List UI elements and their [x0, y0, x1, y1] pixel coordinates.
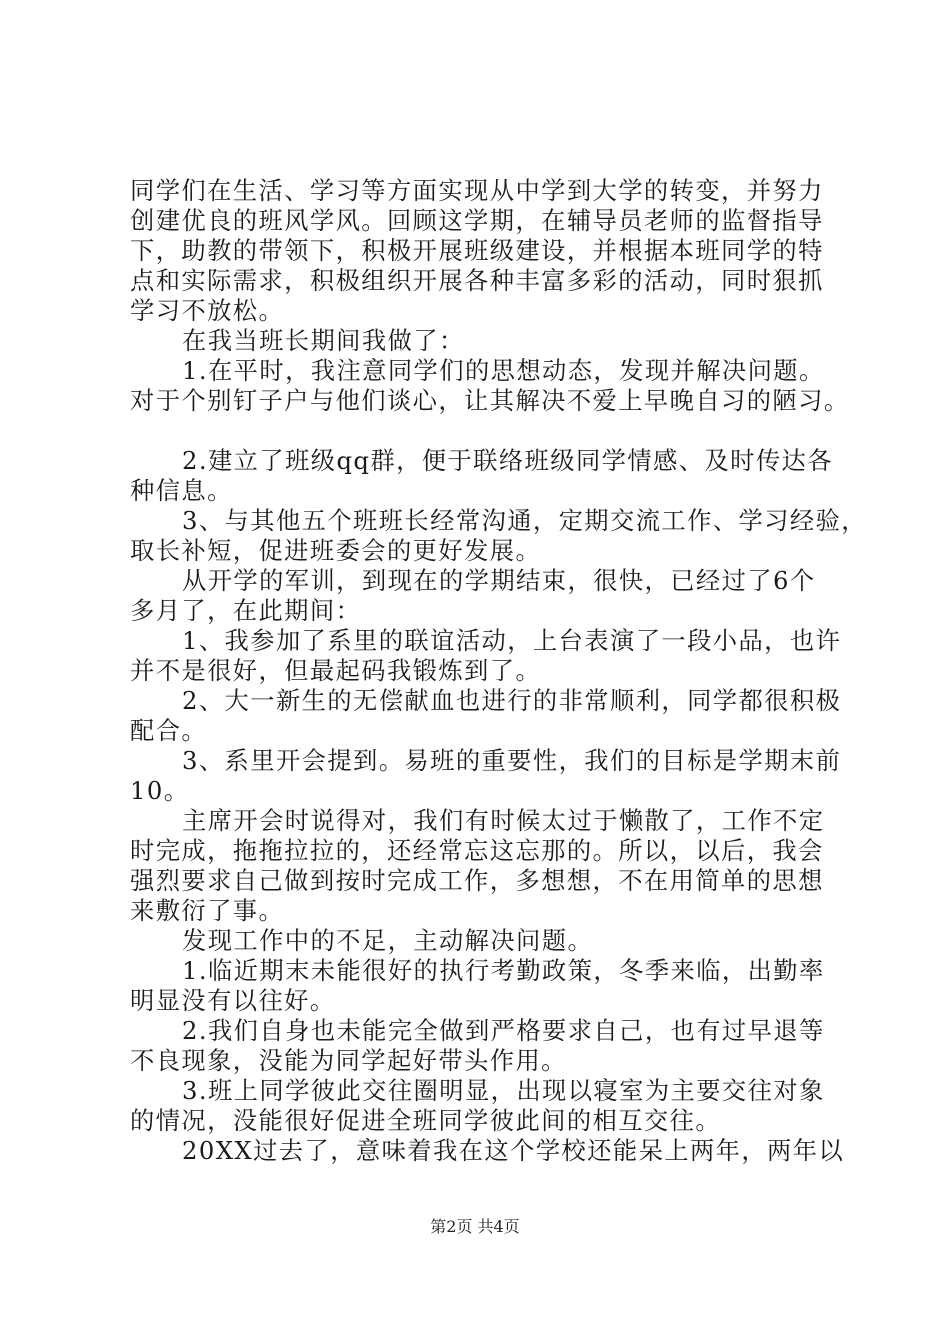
body-text-line: 时完成，拖拖拉拉的，还经常忘这忘那的。所以，以后，我会 [130, 836, 824, 865]
body-text-line: 点和实际需求，积极组织开展各种丰富多彩的活动，同时狠抓 [130, 266, 824, 295]
body-text-line: 1.临近期末未能很好的执行考勤政策，冬季来临，出勤率 [182, 956, 825, 985]
paragraph-spacer [130, 416, 830, 446]
body-text-line: 强烈要求自己做到按时完成工作，多想想，不在用简单的思想 [130, 866, 824, 895]
body-text-line: 3.班上同学彼此交往圈明显，出现以寝室为主要交往对象 [182, 1076, 825, 1105]
body-text-line: 下，助教的带领下，积极开展班级建设，并根据本班同学的特 [130, 236, 824, 265]
body-text-line: 创建优良的班风学风。回顾这学期，在辅导员老师的监督指导 [130, 206, 824, 235]
body-text-line: 配合。 [130, 716, 208, 745]
body-text-line: 多月了，在此期间： [130, 596, 362, 625]
document-body [130, 176, 867, 1166]
body-text-line: 取长补短，促进班委会的更好发展。 [130, 536, 542, 565]
body-text-line: 从开学的军训，到现在的学期结束，很快，已经过了6个 [182, 566, 816, 595]
body-text-line: 1.在平时，我注意同学们的思想动态，发现并解决问题。 [182, 356, 825, 385]
body-text-line: 10。 [130, 776, 190, 805]
body-text-line: 1、我参加了系里的联谊活动，上台表演了一段小品，也许 [182, 626, 842, 655]
body-text-line: 的情况，没能很好促进全班同学彼此间的相互交往。 [130, 1106, 722, 1135]
body-text-line: 2.我们自身也未能完全做到严格要求自己，也有过早退等 [182, 1016, 825, 1045]
body-text-line: 20XX过去了，意味着我在这个学校还能呆上两年，两年以 [182, 1136, 845, 1165]
body-text-line: 明显没有以往好。 [130, 986, 336, 1015]
body-text-line: 学习不放松。 [130, 296, 285, 325]
body-text-line: 并不是很好，但最起码我锻炼到了。 [130, 656, 542, 685]
body-text-line: 3、与其他五个班班长经常沟通，定期交流工作、学习经验， [182, 506, 867, 535]
body-text-line: 对于个别钉子户与他们谈心，让其解决不爱上早晚自习的陋习。 [130, 386, 850, 415]
body-text-line: 3、系里开会提到。易班的重要性，我们的目标是学期末前 [182, 746, 842, 775]
body-text-line: 在我当班长期间我做了： [182, 326, 465, 355]
body-text-line: 发现工作中的不足，主动解决问题。 [182, 926, 594, 955]
body-text-line: 同学们在生活、学习等方面实现从中学到大学的转变，并努力 [130, 176, 824, 205]
body-text-line: 不良现象，没能为同学起好带头作用。 [130, 1046, 567, 1075]
body-text-line: 主席开会时说得对，我们有时候太过于懒散了，工作不定 [182, 806, 825, 835]
page-number-footer: 第2页 共4页 [430, 1217, 520, 1236]
body-text-line: 2、大一新生的无偿献血也进行的非常顺利，同学都很积极 [182, 686, 842, 715]
body-text-line: 种信息。 [130, 476, 233, 505]
body-text-line: 来敷衍了事。 [130, 896, 285, 925]
body-text-line: 2.建立了班级qq群，便于联络班级同学情感、及时传达各 [182, 446, 833, 475]
